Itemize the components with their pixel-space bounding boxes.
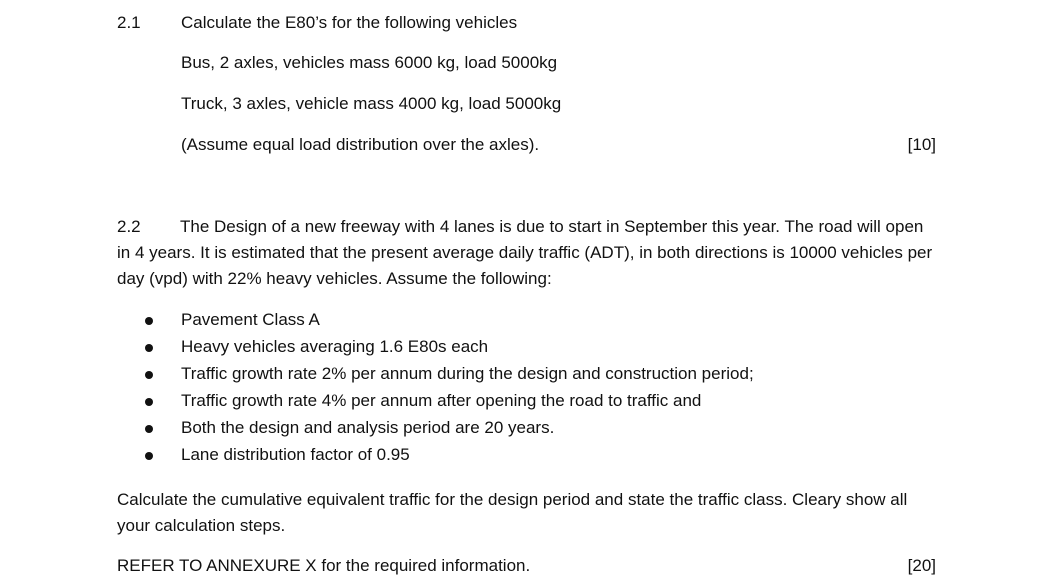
bullet-icon (145, 344, 153, 352)
list-item: Traffic growth rate 2% per annum during the design and construction period; (0, 363, 1064, 390)
bullet-icon (145, 398, 153, 406)
question-2-2-marks: [20] (907, 556, 936, 575)
question-2-1-line-truck: Truck, 3 axles, vehicle mass 4000 kg, load 5000kg (181, 94, 562, 113)
question-2-2-refer: REFER TO ANNEXURE X for the required information. (117, 556, 531, 575)
question-2-2-task: Calculate the cumulative equivalent traffic for the design period and state the traffic class. Cleary show all your calculation steps. (117, 490, 908, 535)
list-item: Traffic growth rate 4% per annum after opening the road to traffic and (0, 390, 1064, 417)
assumption-list (0, 309, 1064, 471)
list-item: Lane distribution factor of 0.95 (0, 444, 1064, 471)
question-2-2-intro (117, 214, 937, 292)
list-item: Both the design and analysis period are 20 years. (0, 417, 1064, 444)
question-2-1-line-bus: Bus, 2 axles, vehicles mass 6000 kg, load 5000kg (181, 53, 558, 72)
question-2-1-title: Calculate the E80’s for the following vehicles (181, 13, 518, 32)
list-item: Heavy vehicles averaging 1.6 E80s each (0, 336, 1064, 363)
question-2-2-number: 2.2 (117, 217, 141, 236)
question-2-1-number: 2.1 (117, 13, 141, 32)
bullet-icon (145, 371, 153, 379)
bullet-icon (145, 425, 153, 433)
list-item: Pavement Class A (0, 309, 1064, 336)
bullet-icon (145, 452, 153, 460)
question-2-2-intro-text: The Design of a new freeway with 4 lanes is due to start in September this year. The road will open in 4 years. It is estimated that the present average daily traffic (ADT), in both directions is 10000 vehicles per day (vpd) with 22% heavy vehicles. Assume the following: (117, 217, 933, 288)
question-2-1-marks: [10] (907, 135, 936, 154)
bullet-icon (145, 317, 153, 325)
question-2-1-line-assumption: (Assume equal load distribution over the axles). (181, 135, 540, 154)
